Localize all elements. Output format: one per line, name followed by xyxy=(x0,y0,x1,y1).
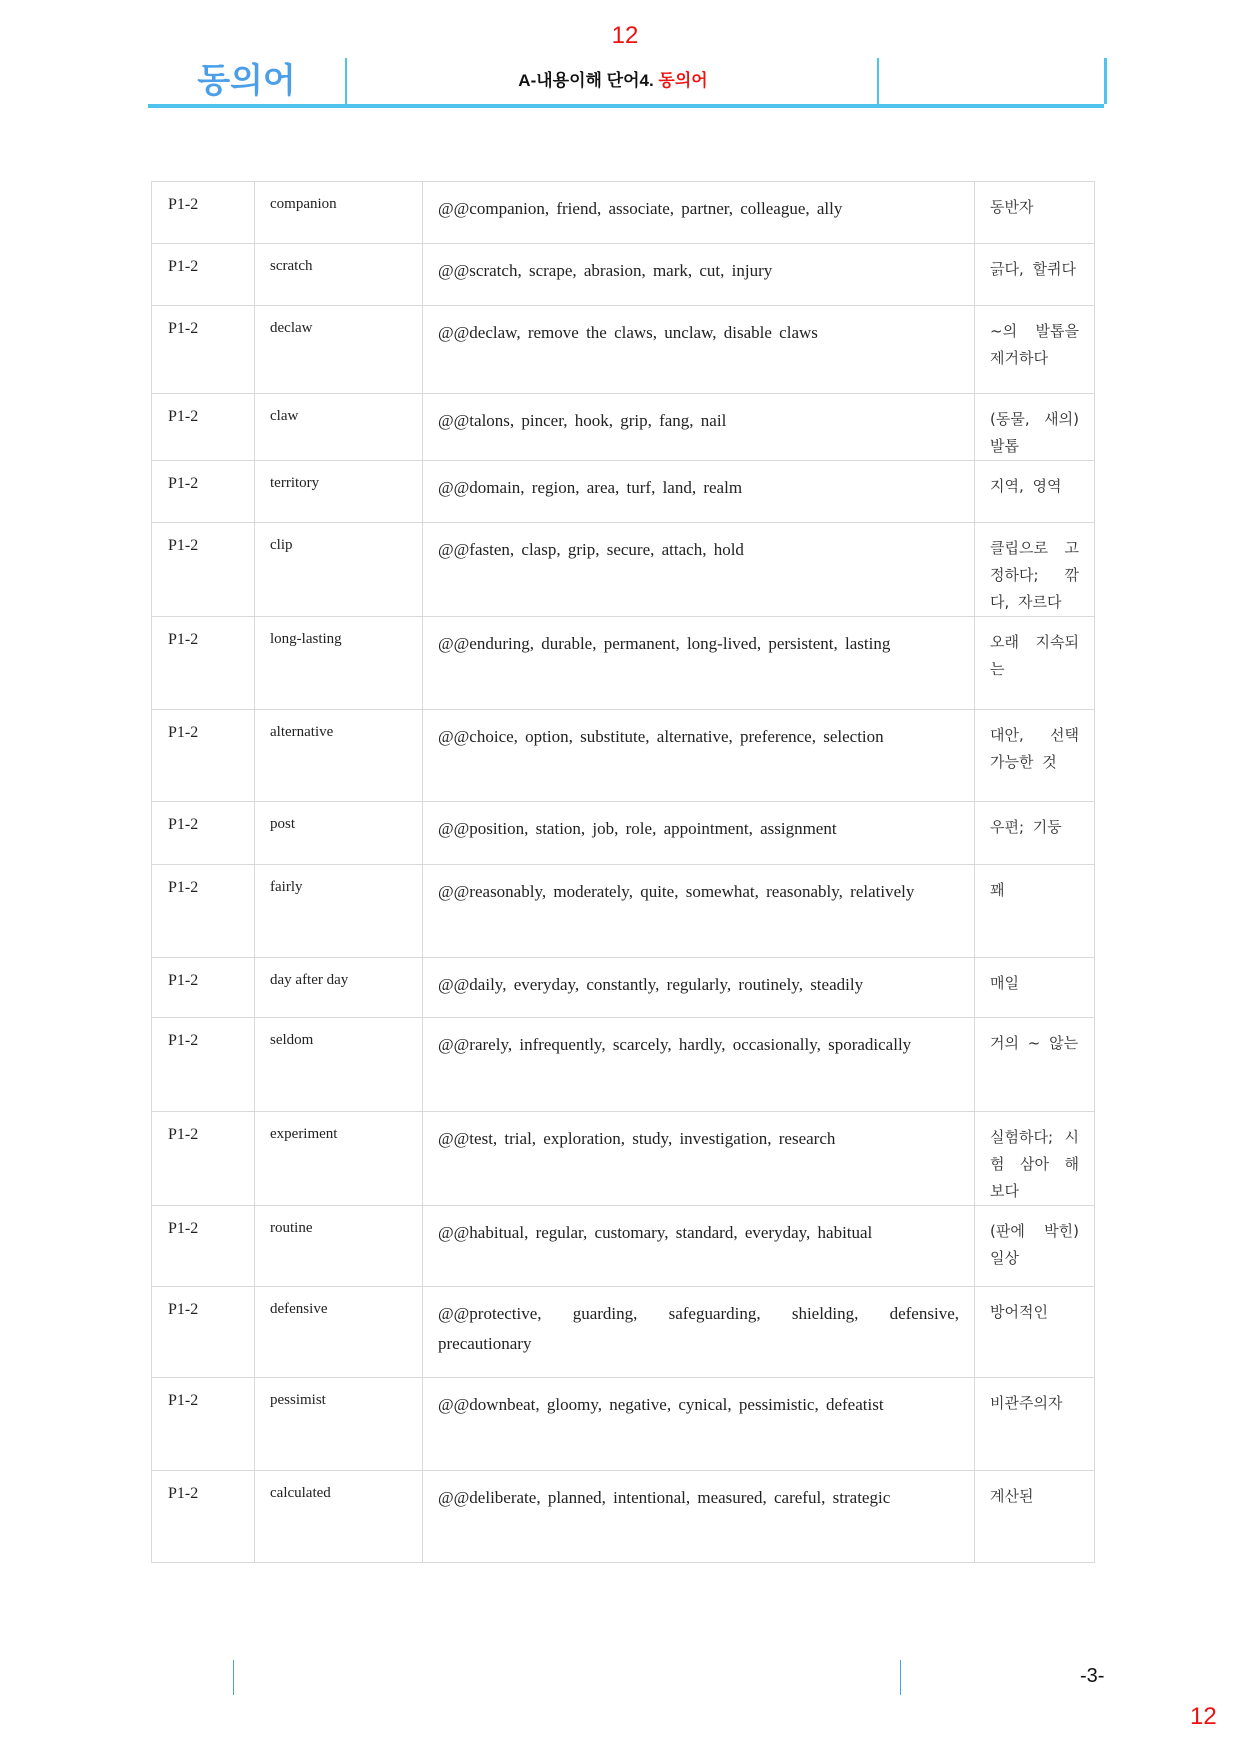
synonyms-cell: @@test, trial, exploration, study, investigation, research xyxy=(423,1112,975,1206)
word-cell: territory xyxy=(255,461,423,523)
synonyms-cell: @@domain, region, area, turf, land, realm xyxy=(423,461,975,523)
page-cell: P1-2 xyxy=(152,461,255,523)
word-cell: calculated xyxy=(255,1471,423,1563)
page-cell: P1-2 xyxy=(152,1206,255,1287)
page-cell: P1-2 xyxy=(152,1112,255,1206)
word-cell: experiment xyxy=(255,1112,423,1206)
footer-page-label: -3- xyxy=(1080,1665,1105,1687)
korean-meaning-cell: 거의 ~ 않는 xyxy=(975,1018,1095,1112)
page-cell: P1-2 xyxy=(152,1471,255,1563)
table-row xyxy=(152,306,1095,394)
header-right-box xyxy=(877,58,1107,104)
synonyms-cell: @@companion, friend, associate, partner, colleague, ally xyxy=(423,182,975,244)
header-subtitle xyxy=(345,58,879,104)
page-header xyxy=(148,58,1104,108)
word-cell: day after day xyxy=(255,958,423,1018)
korean-meaning-cell: 지역, 영역 xyxy=(975,461,1095,523)
subtitle-accent: 동의어 xyxy=(658,71,708,90)
table-row xyxy=(152,1206,1095,1287)
korean-meaning-cell: 클립으로 고정하다; 깎다, 자르다 xyxy=(975,523,1095,617)
korean-meaning-cell: 실험하다; 시험 삼아 해 보다 xyxy=(975,1112,1095,1206)
page-cell: P1-2 xyxy=(152,244,255,306)
footer-divider-left xyxy=(233,1660,234,1695)
table-row xyxy=(152,1112,1095,1206)
synonym-table-body xyxy=(152,182,1095,1563)
korean-meaning-cell: 대안, 선택 가능한 것 xyxy=(975,710,1095,802)
page-cell: P1-2 xyxy=(152,394,255,461)
word-cell: post xyxy=(255,802,423,865)
word-cell: seldom xyxy=(255,1018,423,1112)
word-cell: scratch xyxy=(255,244,423,306)
word-cell: alternative xyxy=(255,710,423,802)
synonyms-cell: @@habitual, regular, customary, standard, everyday, habitual xyxy=(423,1206,975,1287)
table-row xyxy=(152,802,1095,865)
table-row xyxy=(152,244,1095,306)
table-row xyxy=(152,958,1095,1018)
table-row xyxy=(152,617,1095,710)
synonyms-cell: @@downbeat, gloomy, negative, cynical, pessimistic, defeatist xyxy=(423,1378,975,1471)
korean-meaning-cell: 비관주의자 xyxy=(975,1378,1095,1471)
table-row xyxy=(152,710,1095,802)
page-cell: P1-2 xyxy=(152,802,255,865)
korean-meaning-cell: (판에 박힌) 일상 xyxy=(975,1206,1095,1287)
synonyms-cell: @@talons, pincer, hook, grip, fang, nail xyxy=(423,394,975,461)
korean-meaning-cell: ~의 발톱을 제거하다 xyxy=(975,306,1095,394)
synonyms-cell: @@position, station, job, role, appointment, assignment xyxy=(423,802,975,865)
table-row xyxy=(152,394,1095,461)
word-cell: claw xyxy=(255,394,423,461)
page-cell: P1-2 xyxy=(152,617,255,710)
table-row xyxy=(152,461,1095,523)
word-cell: fairly xyxy=(255,865,423,958)
synonyms-cell: @@scratch, scrape, abrasion, mark, cut, injury xyxy=(423,244,975,306)
page-cell: P1-2 xyxy=(152,182,255,244)
page-cell: P1-2 xyxy=(152,865,255,958)
synonyms-cell: @@reasonably, moderately, quite, somewhat, reasonably, relatively xyxy=(423,865,975,958)
section-title: 동의어 xyxy=(197,62,296,100)
page-cell: P1-2 xyxy=(152,523,255,617)
table-row xyxy=(152,865,1095,958)
word-cell: clip xyxy=(255,523,423,617)
page-cell: P1-2 xyxy=(152,958,255,1018)
table-row xyxy=(152,1471,1095,1563)
korean-meaning-cell: 계산된 xyxy=(975,1471,1095,1563)
synonyms-cell: @@enduring, durable, permanent, long-lived, persistent, lasting xyxy=(423,617,975,710)
synonyms-cell: @@deliberate, planned, intentional, measured, careful, strategic xyxy=(423,1471,975,1563)
word-cell: companion xyxy=(255,182,423,244)
synonyms-cell: @@declaw, remove the claws, unclaw, disable claws xyxy=(423,306,975,394)
synonyms-cell: @@protective, guarding, safeguarding, shielding, defensive, precautionary xyxy=(423,1287,975,1378)
korean-meaning-cell: 매일 xyxy=(975,958,1095,1018)
synonyms-cell: @@choice, option, substitute, alternative, preference, selection xyxy=(423,710,975,802)
table-row xyxy=(152,523,1095,617)
korean-meaning-cell: (동물, 새의) 발톱 xyxy=(975,394,1095,461)
korean-meaning-cell: 꽤 xyxy=(975,865,1095,958)
synonyms-cell: @@daily, everyday, constantly, regularly, routinely, steadily xyxy=(423,958,975,1018)
word-cell: declaw xyxy=(255,306,423,394)
word-cell: pessimist xyxy=(255,1378,423,1471)
korean-meaning-cell: 방어적인 xyxy=(975,1287,1095,1378)
word-cell: long-lasting xyxy=(255,617,423,710)
page-cell: P1-2 xyxy=(152,1018,255,1112)
table-row xyxy=(152,1287,1095,1378)
subtitle-prefix: A-내용이해 단어4. xyxy=(518,71,654,90)
page-cell: P1-2 xyxy=(152,710,255,802)
synonyms-cell: @@fasten, clasp, grip, secure, attach, hold xyxy=(423,523,975,617)
korean-meaning-cell: 긁다, 할퀴다 xyxy=(975,244,1095,306)
korean-meaning-cell: 오래 지속되는 xyxy=(975,617,1095,710)
footer-divider-right xyxy=(900,1660,901,1695)
page-number-marker-bottom: 12 xyxy=(1190,1703,1217,1730)
table-row xyxy=(152,1378,1095,1471)
page-cell: P1-2 xyxy=(152,1287,255,1378)
page-cell: P1-2 xyxy=(152,1378,255,1471)
page-number-marker-top: 12 xyxy=(611,22,639,49)
word-cell: routine xyxy=(255,1206,423,1287)
synonym-table xyxy=(151,181,1095,1563)
table-row xyxy=(152,182,1095,244)
word-cell: defensive xyxy=(255,1287,423,1378)
table-row xyxy=(152,1018,1095,1112)
korean-meaning-cell: 동반자 xyxy=(975,182,1095,244)
korean-meaning-cell: 우편; 기둥 xyxy=(975,802,1095,865)
synonyms-cell: @@rarely, infrequently, scarcely, hardly, occasionally, sporadically xyxy=(423,1018,975,1112)
page-cell: P1-2 xyxy=(152,306,255,394)
